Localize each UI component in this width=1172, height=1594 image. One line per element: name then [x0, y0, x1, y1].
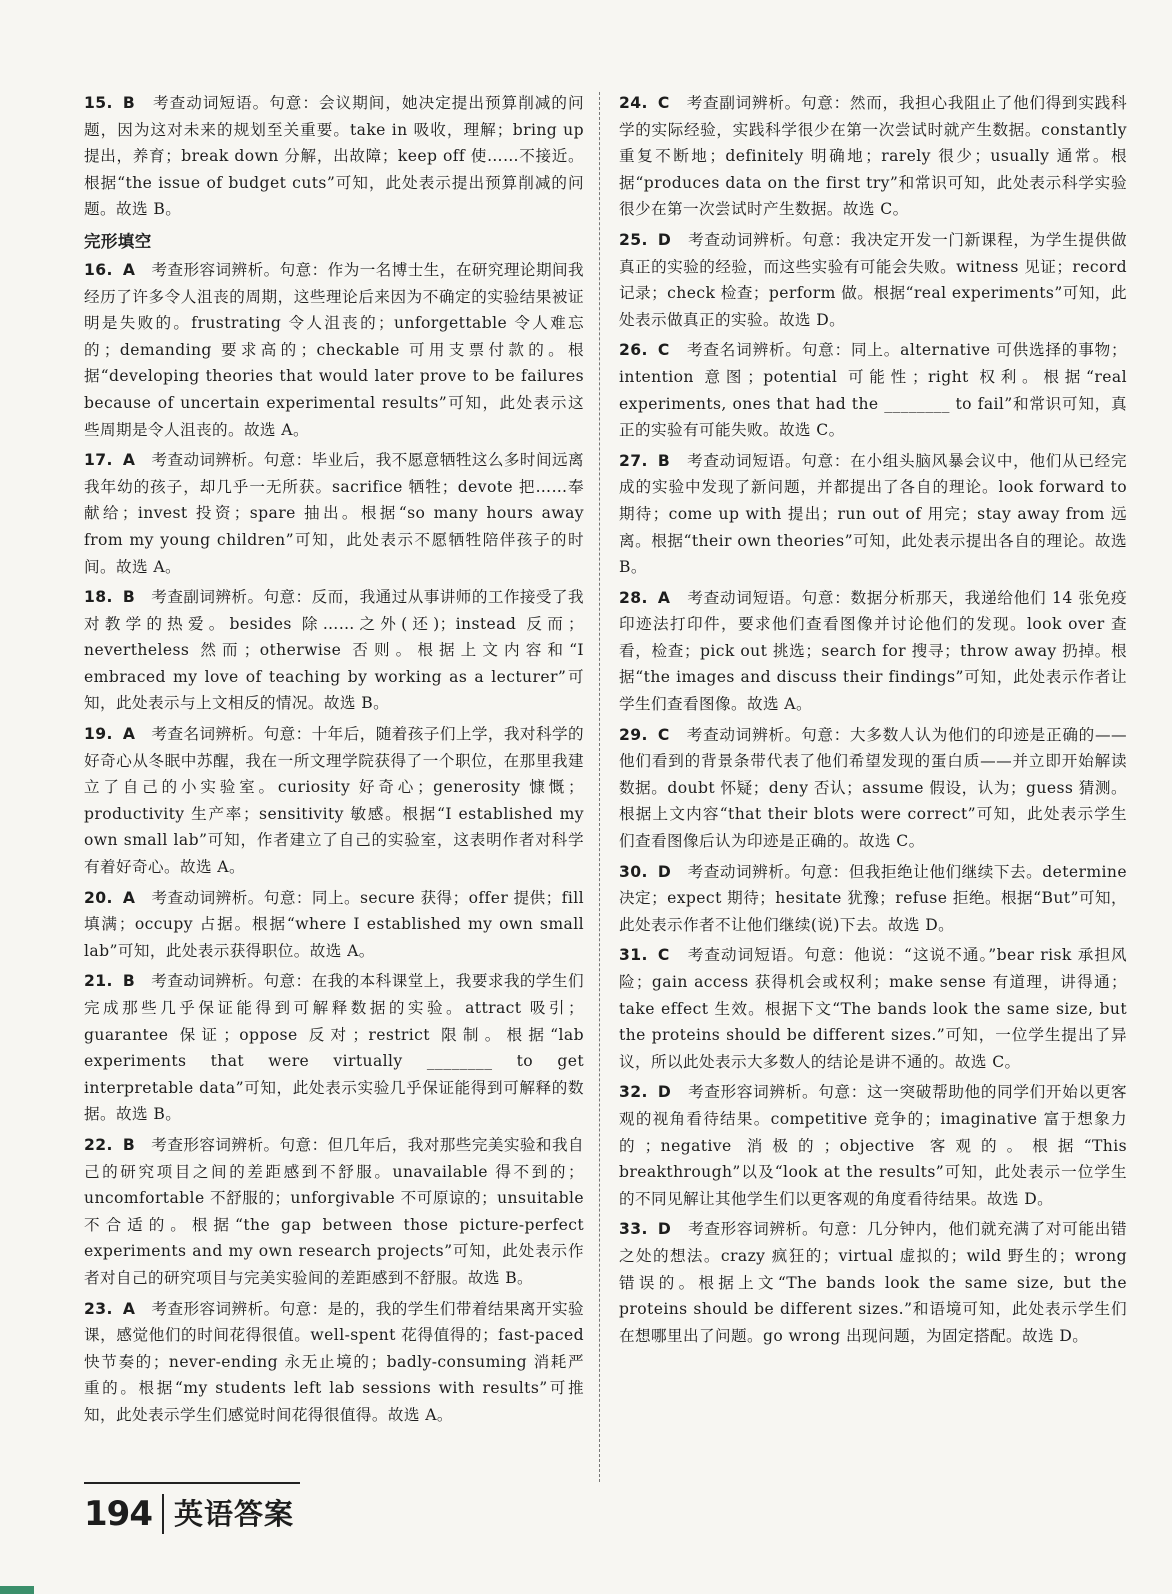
answer-letter: A	[122, 451, 136, 470]
explanation-text: 考查动词辨析。句意：大多数人认为他们的印迹是正确的——他们看到的背景条带代表了他们希望发现的蛋白质——并立即开始解读数据。doubt 怀疑；deny 否认；assume 假设，认为；guess 猜测。根据上文内容“that their blots were correct”可知，此处表示学生们查看图像后认为印迹是正确的。故选 C。	[619, 725, 1127, 851]
answer-entry	[619, 1216, 1127, 1349]
explanation-text: 考查形容词辨析。句意：几分钟内，他们就充满了对可能出错之处的想法。crazy 疯狂的；virtual 虚拟的；wild 野生的；wrong 错误的。根据上文“The bands look the same size, but the proteins should be different sizes.”和语境可知，此处表示学生们在想哪里出了问题。go wrong 出现问题，为固定搭配。故选 D。	[619, 1220, 1127, 1345]
question-number: 15.	[84, 94, 113, 112]
explanation-text: 考查动词辨析。句意：但我拒绝让他们继续下去。determine 决定；expect 期待；hesitate 犹豫；refuse 拒绝。根据“But”可知，此处表示作者不让他们继续(说)下去。故选 D。	[619, 862, 1128, 934]
answer-letter: B	[122, 94, 136, 112]
answer-letter: A	[122, 725, 136, 744]
answer-letter: B	[122, 588, 136, 607]
question-number: 32.	[619, 1083, 648, 1102]
question-number: 23.	[84, 1299, 113, 1318]
left-column	[84, 90, 584, 1433]
answer-entry	[619, 90, 1127, 223]
right-column	[619, 90, 1127, 1353]
explanation-text: 考查动词短语。句意：会议期间，她决定提出预算削减的问题，因为这对未来的规划至关重要。take in 吸收，理解；bring up 提出，养育；break down 分解，出故障；keep off 使……不接近。根据“the issue of budget cuts”可知，此处表示提出预算削减的问题。故选 B。	[84, 94, 584, 219]
answer-letter: B	[657, 451, 671, 470]
answer-letter: A	[122, 1299, 136, 1318]
answer-entry	[84, 721, 584, 881]
answer-entry	[84, 1296, 584, 1429]
answer-letter: A	[122, 260, 136, 279]
explanation-text: 考查动词辨析。句意：我决定开发一门新课程，为学生提供做真正的实验的经验，而这些实验有可能会失败。witness 见证；record 记录；check 检查；perform 做。根据“real experiments”可知，此处表示做真正的实验。故选 D。	[619, 230, 1127, 329]
explanation-text: 考查动词辨析。句意：在我的本科课堂上，我要求我的学生们完成那些几乎保证能得到可解释数据的实验。attract 吸引；guarantee 保证；oppose 反对；restrict 限制。根据“lab experiments that were virtually ________ to get interpretable data”可知，此处表示实验几乎保证能得到可解释的数据。故选 B。	[84, 972, 584, 1124]
explanation-text: 考查名词辨析。句意：同上。alternative 可供选择的事物；intention 意图；potential 可能性；right 权利。根据“real experiments, ones that had the ________ to fail”和常识可知，真正的实验有可能失败。故选 C。	[619, 341, 1127, 440]
answer-entry	[619, 585, 1127, 718]
question-number: 26.	[619, 341, 648, 360]
answer-letter: D	[657, 1083, 672, 1102]
question-number: 29.	[619, 725, 648, 744]
explanation-text: 考查动词短语。句意：他说：“这说不通。”bear risk 承担风险；gain access 获得机会或权利；make sense 有道理，讲得通；take effect 生效。根据下文“The bands look the same size, but the proteins should be different sizes.”可知，一位学生提出了异议，所以此处表示大多数人的结论是讲不通的。故选 C。	[619, 946, 1127, 1071]
question-number: 24.	[619, 94, 648, 112]
answer-entry	[619, 1079, 1127, 1212]
answer-entry	[84, 885, 584, 965]
question-number: 31.	[619, 946, 648, 965]
answer-letter: C	[657, 341, 670, 360]
answer-letter: D	[657, 862, 672, 881]
question-number: 27.	[619, 451, 648, 470]
column-divider	[599, 92, 600, 1482]
answer-entry	[84, 447, 584, 580]
question-number: 30.	[619, 862, 648, 881]
question-number: 17.	[84, 451, 113, 470]
question-number: 20.	[84, 888, 113, 907]
question-number: 33.	[619, 1220, 648, 1239]
answer-entry	[84, 1132, 584, 1292]
question-number: 18.	[84, 588, 113, 607]
answer-letter: C	[657, 725, 670, 744]
explanation-text: 考查动词短语。句意：在小组头脑风暴会议中，他们从已经完成的实验中发现了新问题，并都提出了各自的理论。look forward to 期待；come up with 提出；run out of 用完；stay away from 远离。根据“their own theories”可知，此处表示提出各自的理论。故选 B。	[619, 451, 1127, 577]
question-number: 16.	[84, 260, 113, 279]
explanation-text: 考查副词辨析。句意：反而，我通过从事讲师的工作接受了我对教学的热爱。besides 除……之外(还)；instead 反而；nevertheless 然而；otherwise 否则。根据上文内容和“I embraced my love of teaching by working as a lecturer”可知，此处表示与上文相反的情况。故选 B。	[84, 588, 584, 713]
answer-entry	[619, 942, 1127, 1075]
answer-entry	[619, 448, 1127, 581]
page-footer	[84, 1486, 294, 1534]
answer-letter: D	[657, 1220, 672, 1239]
answer-entry	[84, 90, 584, 223]
page-number: 194	[84, 1494, 164, 1534]
answer-entry	[619, 859, 1127, 939]
answer-entry	[619, 337, 1127, 443]
explanation-text: 考查动词短语。句意：数据分析那天，我递给他们 14 张免疫印迹法打印件，要求他们查看图像并讨论他们的发现。look over 查看，检查；pick out 挑选；search for 搜寻；throw away 扔掉。根据“the images and discuss their findings”可知，此处表示作者让学生们查看图像。故选 A。	[619, 588, 1127, 714]
answer-entry	[84, 584, 584, 717]
answer-letter: C	[657, 946, 670, 965]
footer-title: 英语答案	[173, 1497, 294, 1531]
explanation-text: 考查形容词辨析。句意：作为一名博士生，在研究理论期间我经历了许多令人沮丧的周期，这些理论后来因为不确定的实验结果被证明是失败的。frustrating 令人沮丧的；unforgettable 令人难忘的；demanding 要求高的；checkable 可用支票付款的。根据“developing theories that would later prove to be failures because of uncertain experimental results”可知，此处表示这些周期是令人沮丧的。故选 A。	[84, 260, 584, 439]
question-number: 22.	[84, 1135, 113, 1154]
answer-letter: A	[657, 588, 671, 607]
explanation-text: 考查动词辨析。句意：同上。secure 获得；offer 提供；fill 填满；occupy 占据。根据“where I established my own small lab”可知，此处表示获得职位。故选 A。	[84, 888, 584, 960]
answer-letter: B	[122, 972, 136, 991]
explanation-text: 考查形容词辨析。句意：是的，我的学生们带着结果离开实验课，感觉他们的时间花得很值。well-spent 花得值得的；fast-paced 快节奏的；never-ending 永无止境的；badly-consuming 消耗严重的。根据“my students left lab sessions with results”可推知，此处表示学生们感觉时间花得很值得。故选 A。	[84, 1299, 584, 1424]
question-number: 25.	[619, 230, 648, 249]
answer-letter: A	[122, 888, 136, 907]
explanation-text: 考查形容词辨析。句意：这一突破帮助他的同学们开始以更客观的视角看待结果。competitive 竞争的；imaginative 富于想象力的；negative 消极的；objective 客观的。根据“This breakthrough”以及“look at the results”可知，此处表示一位学生的不同见解让其他学生们以更客观的角度看待结果。故选 D。	[619, 1083, 1127, 1208]
corner-color-mark	[0, 1586, 34, 1594]
explanation-text: 考查动词辨析。句意：毕业后，我不愿意牺牲这么多时间远离我年幼的孩子，却几乎一无所获。sacrifice 牺牲；devote 把……奉献给；invest 投资；spare 抽出。根据“so many hours away from my young children”可知，此处表示不愿牺牲陪伴孩子的时间。故选 A。	[84, 451, 584, 576]
answer-letter: D	[657, 230, 672, 249]
answer-letter: C	[657, 94, 670, 112]
question-number: 28.	[619, 588, 648, 607]
answer-entry	[619, 227, 1127, 333]
question-number: 19.	[84, 725, 113, 744]
answer-entry	[84, 257, 584, 443]
answer-entry	[84, 968, 584, 1128]
explanation-text: 考查名词辨析。句意：十年后，随着孩子们上学，我对科学的好奇心从冬眠中苏醒，我在一所文理学院获得了一个职位，在那里我建立了自己的小实验室。curiosity 好奇心；generosity 慷慨；productivity 生产率；sensitivity 敏感。根据“I established my own small lab”可知，作者建立了自己的实验室，这表明作者对科学有着好奇心。故选 A。	[84, 725, 584, 877]
explanation-text: 考查副词辨析。句意：然而，我担心我阻止了他们得到实践科学的实际经验，实践科学很少在第一次尝试时就产生数据。constantly 重复不断地；definitely 明确地；rarely 很少；usually 通常。根据“produces data on the first try”和常识可知，此处表示科学实验很少在第一次尝试时产生数据。故选 C。	[619, 94, 1127, 219]
section-title: 完形填空	[84, 231, 152, 251]
answer-letter: B	[122, 1135, 136, 1154]
answer-entry	[619, 722, 1127, 855]
question-number: 21.	[84, 972, 113, 991]
footer-rule	[84, 1482, 300, 1484]
explanation-text: 考查形容词辨析。句意：但几年后，我对那些完美实验和我自己的研究项目之间的差距感到不舒服。unavailable 得不到的；uncomfortable 不舒服的；unforgivable 不可原谅的；unsuitable 不合适的。根据“the gap between those picture-perfect experiments and my own research projects”可知，此处表示作者对自己的研究项目与完美实验间的差距感到不舒服。故选 B。	[84, 1135, 584, 1287]
